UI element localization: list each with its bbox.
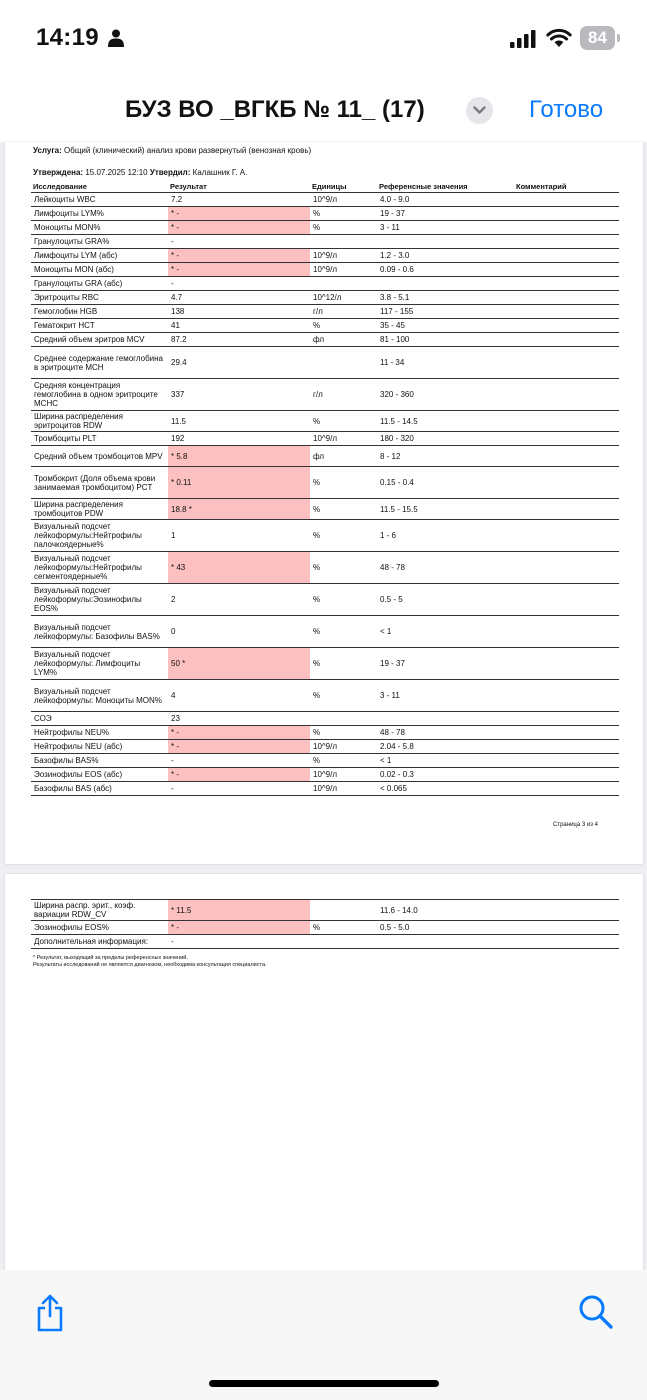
done-button[interactable]: Готово	[529, 96, 604, 123]
unit-cell: фл	[310, 446, 377, 467]
person-icon	[108, 29, 124, 47]
table-row	[31, 249, 619, 263]
reference-cell: 35 - 45	[377, 319, 514, 333]
test-name-cell: Визуальный подсчет лейкоформулы: Моноциты MON%	[31, 680, 168, 712]
result-cell: 0	[168, 616, 310, 648]
column-header-units: Единицы	[312, 182, 347, 191]
reference-cell: 81 - 100	[377, 333, 514, 347]
page-number: Страница 3 из 4	[553, 822, 598, 828]
test-name-cell: Гематокрит HCT	[31, 319, 168, 333]
title-menu-button[interactable]	[466, 97, 493, 124]
result-cell: * -	[168, 726, 310, 740]
reference-cell: 0.09 - 0.6	[377, 263, 514, 277]
results-table-continued	[31, 899, 619, 949]
comment-cell	[514, 900, 619, 921]
result-cell: -	[168, 782, 310, 796]
home-indicator	[209, 1380, 439, 1387]
test-name-cell: Среднее содержание гемоглобина в эритроците МСН	[31, 347, 168, 379]
unit-cell: 10^9/л	[310, 193, 377, 207]
result-cell: 192	[168, 432, 310, 446]
result-cell: 29.4	[168, 347, 310, 379]
unit-cell: г/л	[310, 305, 377, 319]
result-cell: * -	[168, 768, 310, 782]
comment-cell	[514, 754, 619, 768]
test-name-cell: Средняя концентрация гемоглобина в одном эритроците МСНС	[31, 379, 168, 411]
approval-line	[33, 168, 247, 177]
result-cell: * -	[168, 921, 310, 935]
unit-cell: %	[310, 207, 377, 221]
status-time: 14:19	[36, 24, 99, 51]
table-row	[31, 291, 619, 305]
table-row	[31, 379, 619, 411]
reference-cell: 3 - 11	[377, 221, 514, 235]
comment-cell	[514, 221, 619, 235]
table-row	[31, 432, 619, 446]
document-title: БУЗ ВО _ВГКБ № 11_ (17)	[125, 96, 425, 123]
document-page-4	[5, 874, 643, 1270]
comment-cell	[514, 648, 619, 680]
table-row	[31, 768, 619, 782]
unit-cell: 10^9/л	[310, 249, 377, 263]
comment-cell	[514, 347, 619, 379]
reference-cell: 1 - 6	[377, 520, 514, 552]
result-cell: * 43	[168, 552, 310, 584]
result-cell: * -	[168, 207, 310, 221]
test-name-cell: Эозинофилы EOS%	[31, 921, 168, 935]
reference-cell: 11.6 - 14.0	[377, 900, 514, 921]
service-line	[33, 146, 311, 155]
reference-cell: 2.04 - 5.8	[377, 740, 514, 754]
comment-cell	[514, 935, 619, 949]
comment-cell	[514, 446, 619, 467]
comment-cell	[514, 379, 619, 411]
search-icon[interactable]	[578, 1294, 614, 1330]
test-name-cell: Тромбоциты PLT	[31, 432, 168, 446]
comment-cell	[514, 432, 619, 446]
reference-cell: 48 - 78	[377, 726, 514, 740]
comment-cell	[514, 768, 619, 782]
column-header-comment: Комментарий	[516, 182, 567, 191]
result-cell: 4	[168, 680, 310, 712]
unit-cell: фл	[310, 333, 377, 347]
results-table	[31, 192, 619, 796]
comment-cell	[514, 499, 619, 520]
test-name-cell: Средний объем тромбоцитов MPV	[31, 446, 168, 467]
result-cell: 1	[168, 520, 310, 552]
table-row	[31, 411, 619, 432]
reference-cell	[377, 235, 514, 249]
test-name-cell: Нейтрофилы NEU (абс)	[31, 740, 168, 754]
comment-cell	[514, 520, 619, 552]
reference-cell: 8 - 12	[377, 446, 514, 467]
document-page-3	[5, 142, 643, 864]
unit-cell	[310, 347, 377, 379]
approver-label: Утвердил:	[149, 168, 191, 177]
unit-cell: %	[310, 616, 377, 648]
wifi-icon	[546, 27, 572, 49]
comment-cell	[514, 552, 619, 584]
test-name-cell: Визуальный подсчет лейкоформулы:Эозинофилы EOS%	[31, 584, 168, 616]
cellular-signal-icon	[510, 30, 536, 48]
test-name-cell: Визуальный подсчет лейкоформулы: Лимфоциты LYM%	[31, 648, 168, 680]
unit-cell: %	[310, 411, 377, 432]
table-row	[31, 712, 619, 726]
reference-cell: 4.0 - 9.0	[377, 193, 514, 207]
test-name-cell: Лейкоциты WBC	[31, 193, 168, 207]
test-name-cell: Лимфоциты LYM%	[31, 207, 168, 221]
reference-cell: 180 - 320	[377, 432, 514, 446]
disclaimer-note: Результаты исследований не являются диагнозом, необходима консультация специалиста.	[33, 962, 267, 968]
reference-cell: 0.15 - 0.4	[377, 467, 514, 499]
out-of-range-note: * Результат, выходящий за пределы референсных значений.	[33, 955, 188, 961]
reference-cell: 3.8 - 5.1	[377, 291, 514, 305]
test-name-cell: Гранулоциты GRA (абс)	[31, 277, 168, 291]
table-row	[31, 333, 619, 347]
test-name-cell: Эритроциты RBC	[31, 291, 168, 305]
unit-cell	[310, 712, 377, 726]
result-cell: -	[168, 277, 310, 291]
table-row	[31, 263, 619, 277]
reference-cell: < 1	[377, 616, 514, 648]
unit-cell: %	[310, 520, 377, 552]
test-name-cell: Тромбокрит (Доля объема крови занимаемая тромбоцитом) PCT	[31, 467, 168, 499]
comment-cell	[514, 249, 619, 263]
result-cell: 50 *	[168, 648, 310, 680]
comment-cell	[514, 584, 619, 616]
approved-label: Утверждена:	[33, 168, 84, 177]
unit-cell: %	[310, 726, 377, 740]
result-cell: * -	[168, 221, 310, 235]
test-name-cell: Дополнительная информация:	[31, 935, 168, 949]
reference-cell: 0.5 - 5.0	[377, 921, 514, 935]
unit-cell: %	[310, 499, 377, 520]
table-row	[31, 680, 619, 712]
result-cell: 23	[168, 712, 310, 726]
reference-cell: 0.5 - 5	[377, 584, 514, 616]
table-row	[31, 207, 619, 221]
table-row	[31, 446, 619, 467]
unit-cell: 10^9/л	[310, 740, 377, 754]
bottom-toolbar	[0, 1270, 647, 1400]
unit-cell: 10^9/л	[310, 432, 377, 446]
battery-indicator	[580, 26, 620, 50]
unit-cell: 10^12/л	[310, 291, 377, 305]
unit-cell: %	[310, 221, 377, 235]
result-cell: 337	[168, 379, 310, 411]
unit-cell	[310, 277, 377, 291]
table-row	[31, 616, 619, 648]
reference-cell: 1.2 - 3.0	[377, 249, 514, 263]
table-row	[31, 193, 619, 207]
comment-cell	[514, 616, 619, 648]
share-icon[interactable]	[34, 1294, 66, 1332]
result-cell: * 5.8	[168, 446, 310, 467]
result-cell: 87.2	[168, 333, 310, 347]
table-row	[31, 467, 619, 499]
result-cell: -	[168, 235, 310, 249]
comment-cell	[514, 277, 619, 291]
unit-cell: %	[310, 584, 377, 616]
test-name-cell: СОЭ	[31, 712, 168, 726]
result-cell: 18.8 *	[168, 499, 310, 520]
table-row	[31, 900, 619, 921]
test-name-cell: Средний объем эритров MCV	[31, 333, 168, 347]
table-row	[31, 221, 619, 235]
reference-cell: 11.5 - 14.5	[377, 411, 514, 432]
unit-cell: %	[310, 680, 377, 712]
result-cell: 138	[168, 305, 310, 319]
table-row	[31, 935, 619, 949]
table-row	[31, 584, 619, 616]
result-cell: 2	[168, 584, 310, 616]
unit-cell: %	[310, 754, 377, 768]
reference-cell: 117 - 155	[377, 305, 514, 319]
reference-cell: 19 - 37	[377, 648, 514, 680]
chevron-down-icon	[473, 106, 486, 115]
reference-cell	[377, 712, 514, 726]
service-label: Услуга:	[33, 146, 62, 155]
comment-cell	[514, 921, 619, 935]
result-cell: * -	[168, 740, 310, 754]
unit-cell	[310, 235, 377, 249]
column-header-test: Исследование	[33, 182, 87, 191]
test-name-cell: Ширина распределения тромбоцитов PDW	[31, 499, 168, 520]
unit-cell	[310, 900, 377, 921]
comment-cell	[514, 291, 619, 305]
test-name-cell: Базофилы BAS (абс)	[31, 782, 168, 796]
table-row	[31, 277, 619, 291]
unit-cell: 10^9/л	[310, 263, 377, 277]
result-cell: * 11.5	[168, 900, 310, 921]
table-row	[31, 499, 619, 520]
unit-cell: %	[310, 552, 377, 584]
comment-cell	[514, 467, 619, 499]
column-header-result: Результат	[170, 182, 207, 191]
unit-cell: г/л	[310, 379, 377, 411]
reference-cell: 48 - 78	[377, 552, 514, 584]
comment-cell	[514, 207, 619, 221]
test-name-cell: Визуальный подсчет лейкоформулы:Нейтрофилы палочкоядерные%	[31, 520, 168, 552]
reference-cell	[377, 277, 514, 291]
unit-cell: 10^9/л	[310, 768, 377, 782]
test-name-cell: Визуальный подсчет лейкоформулы:Нейтрофилы сегментоядерные%	[31, 552, 168, 584]
table-row	[31, 305, 619, 319]
test-name-cell: Моноциты MON (абс)	[31, 263, 168, 277]
comment-cell	[514, 235, 619, 249]
result-cell: -	[168, 935, 310, 949]
test-name-cell: Лимфоциты LYM (абс)	[31, 249, 168, 263]
column-header-reference: Референсные значения	[379, 182, 468, 191]
unit-cell: %	[310, 921, 377, 935]
result-cell: 11.5	[168, 411, 310, 432]
result-cell: * -	[168, 249, 310, 263]
comment-cell	[514, 263, 619, 277]
comment-cell	[514, 782, 619, 796]
unit-cell: %	[310, 319, 377, 333]
service-value: Общий (клинический) анализ крови развернутый (венозная кровь)	[64, 146, 312, 155]
test-name-cell: Гемоглобин HGB	[31, 305, 168, 319]
result-cell: 7.2	[168, 193, 310, 207]
unit-cell: %	[310, 648, 377, 680]
reference-cell: 19 - 37	[377, 207, 514, 221]
comment-cell	[514, 319, 619, 333]
comment-cell	[514, 193, 619, 207]
table-row	[31, 235, 619, 249]
result-cell: -	[168, 754, 310, 768]
reference-cell: < 1	[377, 754, 514, 768]
reference-cell	[377, 935, 514, 949]
status-bar	[0, 0, 647, 78]
unit-cell: %	[310, 467, 377, 499]
table-row	[31, 782, 619, 796]
test-name-cell: Базофилы BAS%	[31, 754, 168, 768]
table-row	[31, 726, 619, 740]
comment-cell	[514, 333, 619, 347]
result-cell: 4.7	[168, 291, 310, 305]
test-name-cell: Эозинофилы EOS (абс)	[31, 768, 168, 782]
test-name-cell: Гранулоциты GRA%	[31, 235, 168, 249]
unit-cell	[310, 935, 377, 949]
battery-level: 84	[588, 28, 607, 47]
navigation-bar	[0, 78, 647, 142]
table-row	[31, 921, 619, 935]
table-row	[31, 520, 619, 552]
reference-cell: < 0.065	[377, 782, 514, 796]
comment-cell	[514, 740, 619, 754]
table-row	[31, 648, 619, 680]
result-cell: * 0.11	[168, 467, 310, 499]
table-row	[31, 754, 619, 768]
reference-cell: 3 - 11	[377, 680, 514, 712]
approver-value: Калашник Г. А.	[192, 168, 248, 177]
comment-cell	[514, 305, 619, 319]
test-name-cell: Ширина распределения эритроцитов RDW	[31, 411, 168, 432]
reference-cell: 11 - 34	[377, 347, 514, 379]
unit-cell: 10^9/л	[310, 782, 377, 796]
comment-cell	[514, 712, 619, 726]
approved-value: 15.07.2025 12:10	[85, 168, 148, 177]
result-cell: * -	[168, 263, 310, 277]
comment-cell	[514, 411, 619, 432]
table-row	[31, 347, 619, 379]
test-name-cell: Визуальный подсчет лейкоформулы: Базофилы BAS%	[31, 616, 168, 648]
table-row	[31, 319, 619, 333]
test-name-cell: Ширина распр. эрит., коэф. вариации RDW_CV	[31, 900, 168, 921]
comment-cell	[514, 680, 619, 712]
reference-cell: 11.5 - 15.5	[377, 499, 514, 520]
result-cell: 41	[168, 319, 310, 333]
reference-cell: 0.02 - 0.3	[377, 768, 514, 782]
table-row	[31, 552, 619, 584]
test-name-cell: Нейтрофилы NEU%	[31, 726, 168, 740]
comment-cell	[514, 726, 619, 740]
test-name-cell: Моноциты MON%	[31, 221, 168, 235]
reference-cell: 320 - 360	[377, 379, 514, 411]
table-row	[31, 740, 619, 754]
